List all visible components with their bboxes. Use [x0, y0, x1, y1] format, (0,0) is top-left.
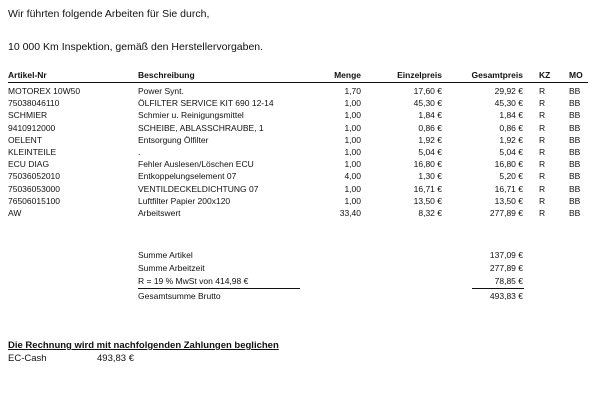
cell-menge: 1,00 [344, 98, 361, 109]
intro-line-2: 10 000 Km Inspektion, gemäß den Herstellervorgaben. [8, 41, 264, 53]
header-divider [8, 82, 588, 83]
table-row [0, 110, 594, 121]
cell-gesamtpreis: 16,80 € [494, 159, 523, 170]
table-row [0, 135, 594, 146]
cell-beschreibung: Luftfilter Papier 200x120 [138, 195, 231, 206]
cell-kz: R [539, 86, 546, 96]
cell-einzelpreis: 1,92 € [418, 134, 442, 145]
mwst-label: R = 19 % MwSt von 414,98 € [138, 276, 249, 286]
table-row [0, 171, 594, 182]
payment-amount: 493,83 € [97, 353, 134, 364]
cell-beschreibung: Fehler Auslesen/Löschen ECU [138, 159, 254, 170]
header-artikel: Artikel-Nr [8, 70, 47, 80]
cell-mo: BB [569, 110, 581, 121]
header-beschreibung: Beschreibung [138, 70, 195, 80]
payment-method: EC-Cash [8, 353, 47, 364]
cell-einzelpreis: 1,84 € [418, 110, 442, 121]
cell-gesamtpreis: 13,50 € [494, 195, 523, 206]
cell-kz: R [539, 98, 546, 109]
cell-mo: BB [569, 98, 581, 109]
cell-menge: 4,00 [344, 171, 361, 182]
cell-kz: R [539, 134, 546, 145]
cell-artikel-nr: 75036052010 [8, 171, 61, 182]
brutto-label: Gesamtsumme Brutto [138, 291, 221, 301]
header-einzelpreis: Einzelpreis [397, 70, 442, 80]
cell-mo: BB [569, 86, 581, 96]
cell-mo: BB [569, 195, 581, 206]
cell-einzelpreis: 8,32 € [418, 208, 442, 218]
header-kz: KZ [539, 70, 551, 80]
cell-beschreibung: ÖLFILTER SERVICE KIT 690 12-14 [138, 98, 274, 109]
header-menge: Menge [334, 70, 361, 80]
cell-gesamtpreis: 5,20 € [499, 171, 523, 182]
cell-artikel-nr: ECU DIAG [8, 159, 50, 170]
table-row [0, 123, 594, 134]
cell-mo: BB [569, 183, 581, 194]
cell-beschreibung: Arbeitswert [138, 208, 181, 218]
cell-mo: BB [569, 122, 581, 133]
cell-kz: R [539, 183, 546, 194]
cell-beschreibung: Power Synt. [138, 86, 184, 96]
cell-menge: 1,70 [344, 86, 361, 96]
payment-title: Die Rechnung wird mit nachfolgenden Zahlungen beglichen [8, 340, 279, 351]
cell-gesamtpreis: 16,71 € [494, 183, 523, 194]
table-header [0, 70, 594, 81]
cell-gesamtpreis: 29,92 € [494, 86, 523, 96]
cell-gesamtpreis: 1,92 € [499, 134, 523, 145]
cell-kz: R [539, 147, 546, 157]
cell-gesamtpreis: 45,30 € [494, 98, 523, 109]
cell-artikel-nr: MOTOREX 10W50 [8, 86, 81, 96]
cell-mo: BB [569, 171, 581, 182]
cell-menge: 1,00 [344, 183, 361, 194]
cell-einzelpreis: 13,50 € [413, 195, 442, 206]
cell-mo: BB [569, 208, 581, 218]
cell-beschreibung: Entsorgung Ölfilter [138, 134, 209, 145]
cell-kz: R [539, 159, 546, 170]
cell-menge: 1,00 [344, 110, 361, 121]
cell-kz: R [539, 171, 546, 182]
table-row [0, 98, 594, 109]
cell-menge: 1,00 [344, 122, 361, 133]
cell-artikel-nr: AW [8, 208, 22, 218]
cell-menge: 1,00 [344, 147, 361, 157]
cell-einzelpreis: 5,04 € [418, 147, 442, 157]
cell-beschreibung: Schmier u. Reinigungsmittel [138, 110, 244, 121]
table-row [0, 159, 594, 170]
cell-gesamtpreis: 5,04 € [499, 147, 523, 157]
cell-einzelpreis: 1,30 € [418, 171, 442, 182]
summe-artikel-value: 137,09 € [489, 250, 523, 260]
cell-kz: R [539, 195, 546, 206]
cell-mo: BB [569, 147, 581, 157]
summe-arbeitszeit-value: 277,89 € [489, 263, 523, 273]
cell-einzelpreis: 45,30 € [413, 98, 442, 109]
table-row [0, 196, 594, 207]
header-mo: MO [569, 70, 583, 80]
mwst-value: 78,85 € [494, 276, 523, 286]
table-row [0, 184, 594, 195]
cell-einzelpreis: 17,60 € [413, 86, 442, 96]
table-row [0, 208, 594, 219]
summe-artikel-label: Summe Artikel [138, 250, 193, 260]
table-row [0, 86, 594, 97]
summe-arbeitszeit-label: Summe Arbeitzeit [138, 263, 205, 273]
cell-beschreibung: VENTILDECKELDICHTUNG 07 [138, 183, 259, 194]
cell-artikel-nr: 76506015100 [8, 195, 61, 206]
cell-gesamtpreis: 1,84 € [499, 110, 523, 121]
table-row [0, 147, 594, 158]
cell-mo: BB [569, 134, 581, 145]
summary-divider-left [138, 288, 300, 289]
cell-menge: 1,00 [344, 195, 361, 206]
cell-gesamtpreis: 0,86 € [499, 122, 523, 133]
cell-kz: R [539, 122, 546, 133]
cell-artikel-nr: OELENT [8, 134, 43, 145]
brutto-value: 493,83 € [489, 291, 523, 301]
intro-line-1: Wir führten folgende Arbeiten für Sie durch, [8, 8, 210, 20]
cell-menge: 33,40 [339, 208, 361, 218]
cell-einzelpreis: 16,71 € [413, 183, 442, 194]
cell-artikel-nr: 9410912000 [8, 122, 56, 133]
cell-beschreibung: . [138, 147, 141, 157]
cell-menge: 1,00 [344, 159, 361, 170]
summary-divider-right [472, 288, 524, 289]
cell-gesamtpreis: 277,89 € [489, 208, 523, 218]
cell-beschreibung: SCHEIBE, ABLASSCHRAUBE, 1 [138, 122, 264, 133]
cell-menge: 1,00 [344, 134, 361, 145]
cell-mo: BB [569, 159, 581, 170]
cell-kz: R [539, 208, 546, 218]
cell-artikel-nr: 75036053000 [8, 183, 61, 194]
cell-kz: R [539, 110, 546, 121]
cell-einzelpreis: 0,86 € [418, 122, 442, 133]
header-gesamtpreis: Gesamtpreis [471, 70, 523, 80]
cell-einzelpreis: 16,80 € [413, 159, 442, 170]
cell-beschreibung: Entkoppelungselement 07 [138, 171, 237, 182]
cell-artikel-nr: 75038046110 [8, 98, 60, 109]
cell-artikel-nr: SCHMIER [8, 110, 48, 121]
cell-artikel-nr: KLEINTEILE [8, 147, 57, 157]
